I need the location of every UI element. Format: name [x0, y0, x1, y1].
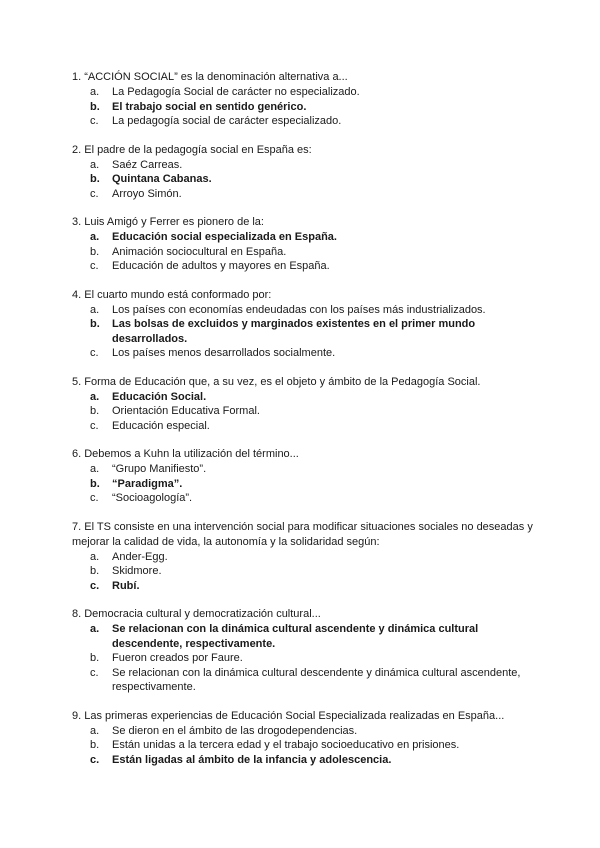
answer-option: [90, 187, 540, 202]
option-text: Las bolsas de excluidos y marginados existentes en el primer mundo desarrollados.: [112, 318, 476, 345]
question-text: 9. Las primeras experiencias de Educación Social Especializada realizadas en España...: [72, 709, 505, 722]
answer-options: [72, 622, 540, 695]
answer-options: [72, 462, 540, 506]
option-text: Están unidas a la tercera edad y el trabajo socioeducativo en prisiones.: [112, 739, 460, 751]
option-letter: c.: [90, 579, 100, 592]
question: [72, 288, 540, 361]
option-letter: b.: [90, 173, 100, 185]
answer-option: [90, 259, 540, 274]
option-text: “Paradigma”.: [112, 477, 183, 490]
question-text: 7. El TS consiste en una intervención social para modificar situaciones sociales no deseadas y mejorar la calidad de vida, la autonomía y la solidaridad según:: [72, 520, 533, 548]
option-text: Están ligadas al ámbito de la infancia y adolescencia.: [112, 753, 392, 766]
option-text: Arroyo Simón.: [112, 187, 182, 200]
option-letter: b.: [90, 652, 100, 664]
option-letter: b.: [90, 100, 100, 113]
option-text: El trabajo social en sentido genérico.: [112, 100, 307, 113]
option-letter: b.: [90, 477, 100, 490]
option-text: Se dieron en el ámbito de las drogodependencias.: [112, 724, 358, 737]
option-letter: a.: [90, 550, 100, 563]
option-text: Animación sociocultural en España.: [112, 245, 287, 258]
answer-option: [90, 303, 540, 318]
option-letter: a.: [90, 623, 100, 635]
correct-answer-option: [90, 753, 540, 768]
answer-option: [90, 724, 540, 739]
answer-option: [90, 462, 540, 477]
question-text: 6. Debemos a Kuhn la utilización del término...: [72, 448, 299, 460]
question-text: 5. Forma de Educación que, a su vez, es el objeto y ámbito de la Pedagogía Social.: [72, 375, 481, 388]
answer-options: [72, 158, 540, 202]
question: [72, 375, 540, 434]
correct-answer-option: [90, 390, 540, 405]
correct-answer-option: [90, 579, 540, 594]
question: [72, 447, 540, 506]
option-text: Se relacionan con la dinámica cultural descendente y dinámica cultural ascendente, respectivamente.: [112, 666, 521, 693]
answer-option: [90, 346, 540, 361]
answer-option: [90, 738, 540, 753]
correct-answer-option: [90, 477, 540, 492]
question-text: 3. Luis Amigó y Ferrer es pionero de la:: [72, 216, 264, 228]
answer-option: [90, 114, 540, 129]
answer-option: [90, 85, 540, 100]
question: [72, 215, 540, 274]
option-text: Rubí.: [112, 579, 140, 592]
option-letter: a.: [90, 158, 100, 171]
option-text: Quintana Cabanas.: [112, 173, 212, 185]
question: [72, 143, 540, 202]
answer-options: [72, 230, 540, 274]
option-text: Los países con economías endeudadas con los países más industrializados.: [112, 303, 486, 316]
question-text: 1. “ACCIÓN SOCIAL” es la denominación alternativa a...: [72, 71, 348, 83]
question: [72, 709, 540, 768]
option-text: Skidmore.: [112, 565, 162, 577]
option-text: Educación de adultos y mayores en España.: [112, 260, 330, 272]
option-text: Educación social especializada en España.: [112, 231, 337, 243]
answer-options: [72, 85, 540, 129]
correct-answer-option: [90, 172, 540, 187]
option-text: “Socioagología”.: [112, 492, 193, 504]
option-letter: b.: [90, 245, 100, 258]
option-text: La pedagogía social de carácter especializado.: [112, 115, 342, 127]
answer-option: [90, 550, 540, 565]
option-letter: b.: [90, 739, 100, 751]
option-text: La Pedagogía Social de carácter no especializado.: [112, 86, 360, 98]
option-letter: b.: [90, 565, 100, 577]
option-letter: c.: [90, 492, 99, 504]
option-text: Ander-Egg.: [112, 550, 168, 563]
answer-option: [90, 666, 540, 695]
option-letter: c.: [90, 753, 100, 766]
option-text: Orientación Educativa Formal.: [112, 405, 260, 417]
option-letter: c.: [90, 419, 99, 432]
option-text: Saéz Carreas.: [112, 158, 183, 171]
answer-options: [72, 550, 540, 594]
option-letter: a.: [90, 390, 100, 403]
option-letter: a.: [90, 231, 100, 243]
correct-answer-option: [90, 230, 540, 245]
question-text: 8. Democracia cultural y democratización cultural...: [72, 608, 321, 620]
question-text: 2. El padre de la pedagogía social en España es:: [72, 143, 312, 156]
option-text: Se relacionan con la dinámica cultural ascendente y dinámica cultural descendente, respectivamente.: [112, 623, 479, 650]
option-letter: c.: [90, 187, 99, 200]
option-text: Educación especial.: [112, 419, 210, 432]
option-text: “Grupo Manifiesto”.: [112, 463, 207, 475]
answer-option: [90, 491, 540, 506]
answer-option: [90, 419, 540, 434]
answer-options: [72, 724, 540, 768]
option-text: Educación Social.: [112, 390, 207, 403]
option-text: Fueron creados por Faure.: [112, 652, 243, 664]
option-letter: b.: [90, 405, 100, 417]
option-letter: c.: [90, 347, 99, 359]
option-letter: c.: [90, 115, 99, 127]
answer-options: [72, 303, 540, 361]
question: [72, 607, 540, 695]
question-text: 4. El cuarto mundo está conformado por:: [72, 288, 272, 301]
option-letter: c.: [90, 666, 99, 679]
answer-option: [90, 651, 540, 666]
correct-answer-option: [90, 622, 540, 651]
answer-option: [90, 245, 540, 260]
option-letter: a.: [90, 463, 100, 475]
option-text: Los países menos desarrollados socialmente.: [112, 347, 336, 359]
correct-answer-option: [90, 100, 540, 115]
answer-option: [90, 564, 540, 579]
option-letter: a.: [90, 724, 100, 737]
option-letter: c.: [90, 260, 99, 272]
question: [72, 70, 540, 129]
answer-option: [90, 158, 540, 173]
option-letter: a.: [90, 86, 100, 98]
question: [72, 520, 540, 594]
answer-option: [90, 404, 540, 419]
answer-options: [72, 390, 540, 434]
option-letter: a.: [90, 303, 100, 316]
correct-answer-option: [90, 317, 540, 346]
option-letter: b.: [90, 318, 100, 330]
